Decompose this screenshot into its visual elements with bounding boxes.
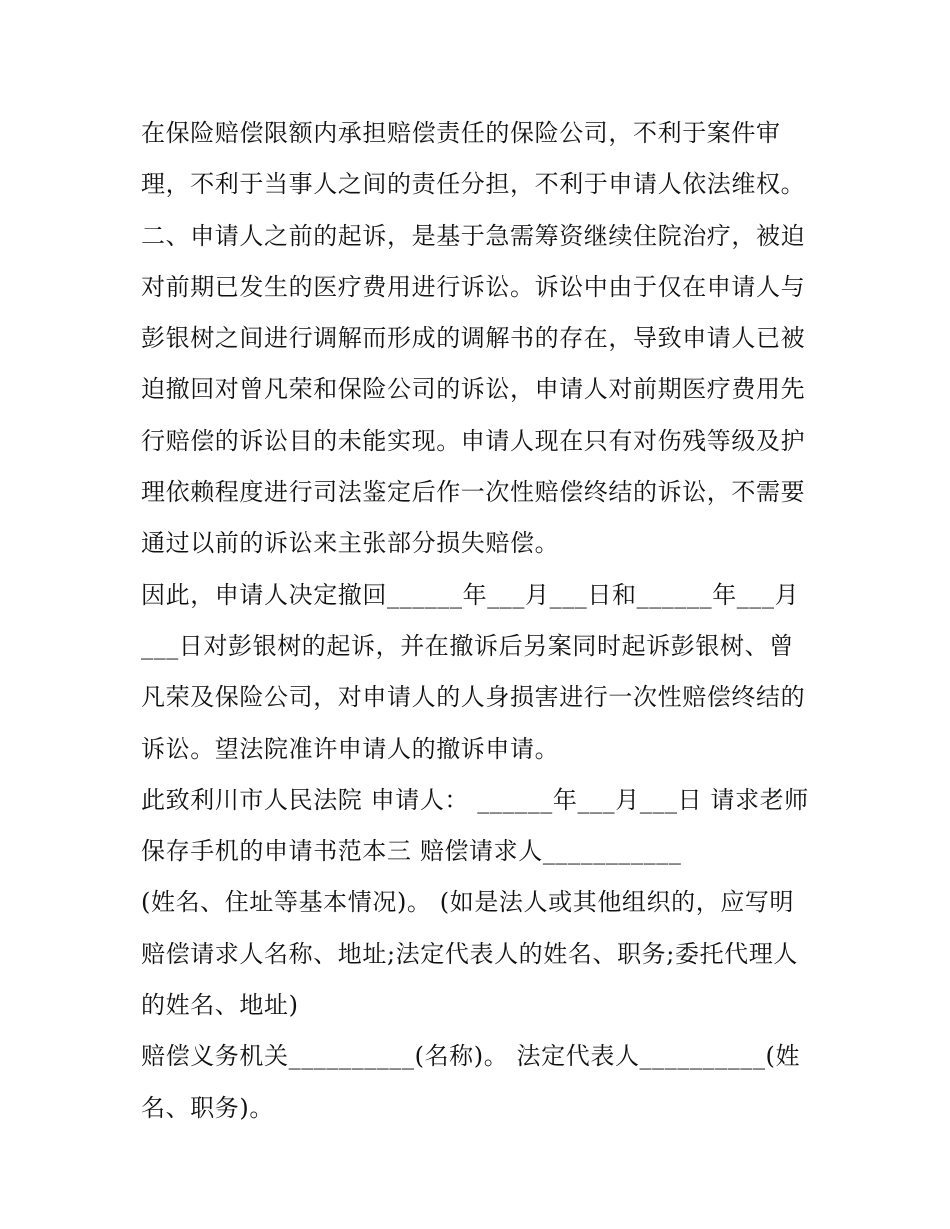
text-line: 对前期已发生的医疗费用进行诉讼。诉讼中由于仅在申请人与 [141,272,806,301]
text-line: 彭银树之间进行调解而形成的调解书的存在，导致申请人已被 [141,324,806,353]
text-line: 通过以前的诉讼来主张部分损失赔偿。 [141,529,560,558]
text-line: 赔偿请求人名称、地址;法定代表人的姓名、职务;委托代理人 [141,939,798,968]
text-line: 凡荣及保险公司，对申请人的人身损害进行一次性赔偿终结的 [141,683,806,712]
text-line: 二、申请人之前的起诉，是基于急需筹资继续住院治疗，被迫 [141,221,806,250]
text-line: 在保险赔偿限额内承担赔偿责任的保险公司，不利于案件审 [141,119,781,147]
text-line: 的姓名、地址) [141,991,299,1020]
text-line: 理，不利于当事人之间的责任分担，不利于申请人依法维权。 [141,170,806,199]
text-line: 行赔偿的诉讼目的未能实现。申请人现在只有对伤残等级及护 [141,426,806,455]
text-line: 理依赖程度进行司法鉴定后作一次性赔偿终结的诉讼，不需要 [141,478,806,507]
text-line: 赔偿义务机关__________(名称)。 法定代表人__________(姓 [141,1042,801,1071]
text-line: 迫撤回对曾凡荣和保险公司的诉讼，申请人对前期医疗费用先 [141,375,806,404]
text-line: 因此，申请人决定撤回______年___月___日和______年___月 [141,580,800,609]
text-line: 此致利川市人民法院 申请人： ______年___月___日 请求老师 [141,785,809,814]
text-line: 保存手机的申请书范本三 赔偿请求人___________ [141,837,682,866]
document-body [141,108,831,1134]
text-line: 诉讼。望法院准许申请人的撤诉申请。 [141,734,560,763]
text-line: (姓名、住址等基本情况)。 (如是法人或其他组织的，应写明 [141,888,795,917]
text-line: 名、职务)。 [141,1093,274,1122]
text-line: ___日对彭银树的起诉，并在撤诉后另案同时起诉彭银树、曾 [141,631,794,660]
